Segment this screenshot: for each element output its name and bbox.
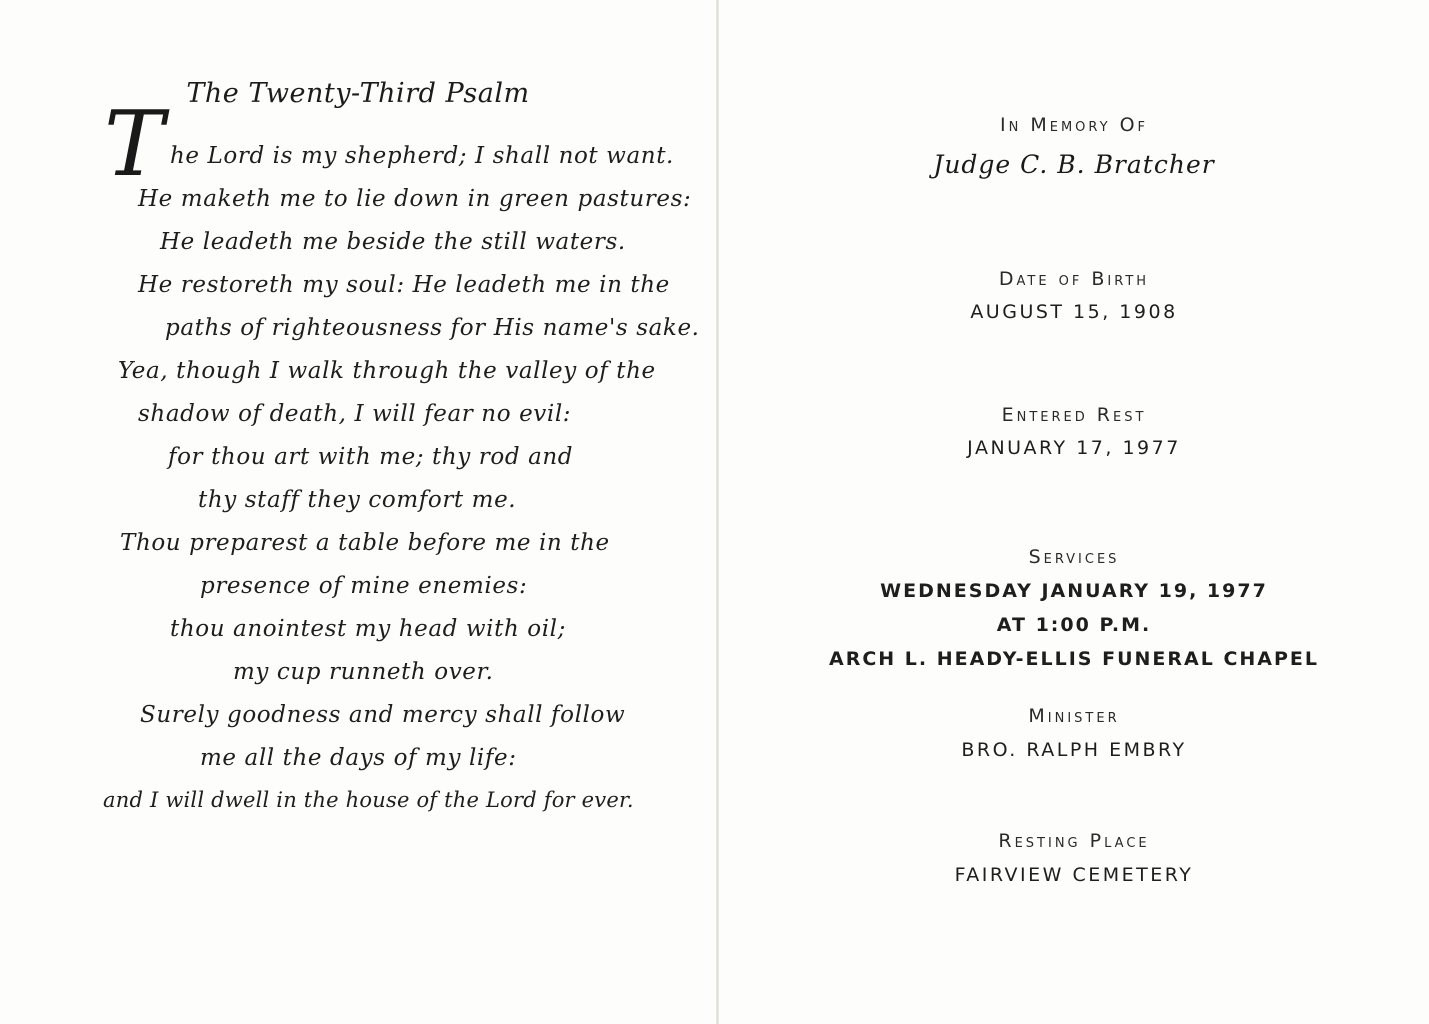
memorial-panel [719, 0, 1429, 1024]
psalm-line: for thou art with me; thy rod and [168, 444, 574, 470]
psalm-line: thou anointest my head with oil; [170, 616, 566, 642]
psalm-line: shadow of death, I will fear no evil: [138, 401, 572, 427]
psalm-line: me all the days of my life: [200, 745, 517, 771]
psalm-line: Thou preparest a table before me in the [120, 530, 610, 556]
psalm-line: paths of righteousness for His name's sake. [165, 315, 700, 341]
services-place: ARCH L. HEADY-ELLIS FUNERAL CHAPEL [828, 648, 1320, 670]
psalm-line: presence of mine enemies: [200, 573, 528, 599]
psalm-line: He leadeth me beside the still waters. [160, 229, 626, 255]
in-memory-label: In Memory Of [999, 114, 1149, 136]
resting-place-label: Resting Place [998, 830, 1150, 852]
services-time: AT 1:00 P.M. [996, 614, 1152, 636]
birth-date: AUGUST 15, 1908 [970, 301, 1178, 323]
psalm-line: He restoreth my soul: He leadeth me in the [138, 272, 670, 298]
psalm-line: Yea, though I walk through the valley of the [118, 358, 656, 384]
rest-label: Entered Rest [1001, 404, 1147, 426]
psalm-line: my cup runneth over. [233, 659, 494, 685]
services-label: Services [1028, 546, 1120, 568]
minister-label: Minister [1028, 705, 1120, 727]
minister-name: BRO. RALPH EMBRY [961, 739, 1187, 761]
birth-label: Date of Birth [998, 268, 1150, 290]
resting-place-name: FAIRVIEW CEMETERY [954, 864, 1194, 886]
services-date: WEDNESDAY JANUARY 19, 1977 [880, 580, 1268, 602]
psalm-line: Surely goodness and mercy shall follow [140, 702, 626, 728]
psalm-line: and I will dwell in the house of the Lord for ever. [103, 788, 634, 812]
psalm-line: thy staff they comfort me. [198, 487, 517, 513]
psalm-title: The Twenty-Third Psalm [186, 78, 530, 109]
deceased-name: Judge C. B. Bratcher [933, 150, 1215, 179]
psalm-line: He maketh me to lie down in green pastures: [138, 186, 692, 212]
rest-date: JANUARY 17, 1977 [967, 437, 1181, 459]
psalm-drop-cap: T [104, 92, 165, 197]
psalm-line: he Lord is my shepherd; I shall not want. [170, 143, 674, 169]
